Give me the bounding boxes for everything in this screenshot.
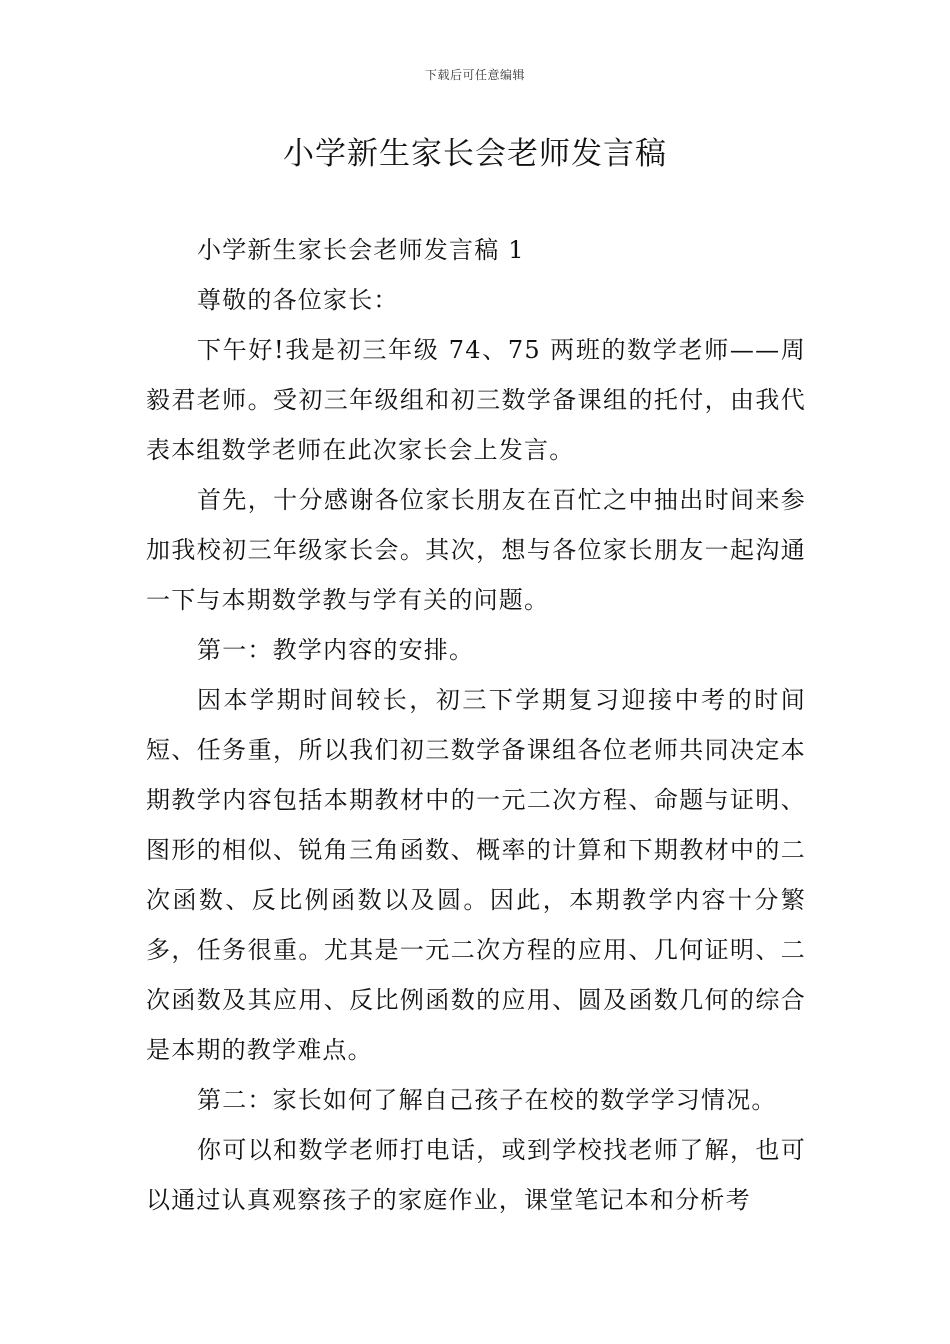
paragraph-heading-second: 第二：家长如何了解自己孩子在校的数学学习情况。: [197, 1086, 777, 1114]
paragraph-heading-first: 第一：教学内容的安排。: [197, 636, 475, 664]
document-body: [146, 225, 806, 1225]
paragraph-contact-teacher: 你可以和数学老师打电话，或到学校找老师了解，也可以通过认真观察孩子的家庭作业，课堂笔记本和分析考: [146, 1136, 806, 1214]
paragraph-teaching-content: 因本学期时间较长，初三下学期复习迎接中考的时间短、任务重，所以我们初三数学备课组各位老师共同决定本期教学内容包括本期教材中的一元二次方程、命题与证明、图形的相似、锐角三角函数、概率的计算和下期教材中的二次函数、反比例函数以及圆。因此，本期教学内容十分繁多，任务很重。尤其是一元二次方程的应用、几何证明、二次函数及其应用、反比例函数的应用、圆及函数几何的综合是本期的教学难点。: [146, 686, 806, 1064]
paragraph-greeting: 尊敬的各位家长：: [197, 286, 399, 314]
document-title: 小学新生家长会老师发言稿: [283, 136, 667, 172]
paragraph-thanks: 首先，十分感谢各位家长朋友在百忙之中抽出时间来参加我校初三年级家长会。其次，想与各位家长朋友一起沟通一下与本期数学教与学有关的问题。: [146, 486, 806, 614]
paragraph-introduction: 下午好!我是初三年级 74、75 两班的数学老师——周毅君老师。受初三年级组和初三数学备课组的托付，由我代表本组数学老师在此次家长会上发言。: [146, 336, 806, 464]
header-note: 下载后可任意编辑: [424, 68, 525, 82]
paragraph-subtitle: 小学新生家长会老师发言稿 1: [197, 236, 525, 264]
